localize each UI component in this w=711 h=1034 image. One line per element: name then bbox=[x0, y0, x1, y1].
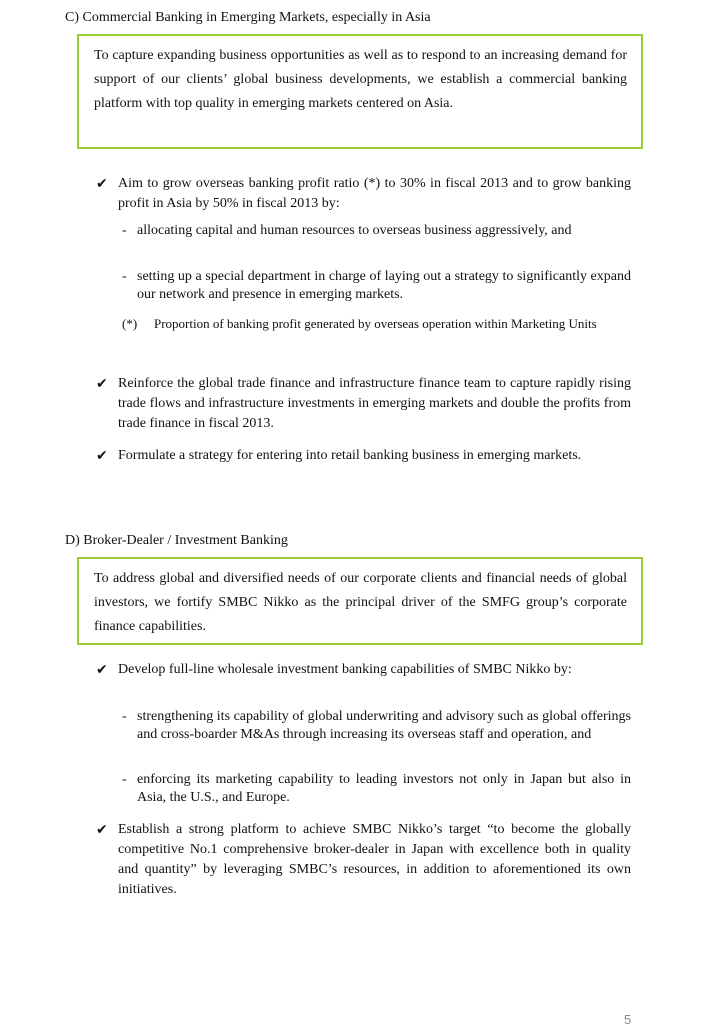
section-c-item-1 bbox=[96, 174, 631, 216]
section-d-item-1-sub-1-text: strengthening its capability of global underwriting and advisory such as global offerings and cross-boarder M&As through increasing its overseas staff and operation, and bbox=[137, 709, 631, 742]
section-d-item-1 bbox=[96, 660, 631, 702]
section-c-item-1-text: Aim to grow overseas banking profit ratio (*) to 30% in fiscal 2013 and to grow banking profit in Asia by 50% in fiscal 2013 by: bbox=[118, 176, 631, 211]
dash-marker: - bbox=[122, 709, 127, 724]
dash-marker: - bbox=[122, 223, 127, 238]
section-d-heading: D) Broker-Dealer / Investment Banking bbox=[65, 533, 288, 548]
section-c-heading: C) Commercial Banking in Emerging Markets, especially in Asia bbox=[65, 10, 431, 25]
section-c-item-1-sub-1-text: allocating capital and human resources to overseas business aggressively, and bbox=[137, 223, 572, 238]
checkmark-icon: ✔ bbox=[96, 822, 108, 838]
dash-marker: - bbox=[122, 772, 127, 787]
section-c-item-2-text: Reinforce the global trade finance and infrastructure finance team to capture rapidly rising trade flows and infrastructure investments in emerging markets and double the profits from trade finance in fiscal 2013. bbox=[118, 376, 631, 431]
checkmark-icon: ✔ bbox=[96, 662, 108, 678]
checkmark-icon: ✔ bbox=[96, 448, 108, 464]
section-c-item-3 bbox=[96, 446, 631, 488]
section-c-item-1-sub-1 bbox=[122, 222, 631, 260]
section-c-item-2 bbox=[96, 374, 631, 436]
section-c-summary-text: To capture expanding business opportunities as well as to respond to an increasing demand for support of our clients’ global business developments, we establish a commercial banking platform with top quality in emerging markets centered on Asia. bbox=[94, 48, 627, 111]
section-d-item-1-text: Develop full-line wholesale investment banking capabilities of SMBC Nikko by: bbox=[118, 662, 572, 677]
section-c-item-1-sub-2 bbox=[122, 268, 631, 306]
section-c-item-3-text: Formulate a strategy for entering into retail banking business in emerging markets. bbox=[118, 448, 582, 463]
page-number: 5 bbox=[624, 1012, 632, 1027]
checkmark-icon: ✔ bbox=[96, 376, 108, 392]
section-d-summary-text: To address global and diversified needs of our corporate clients and financial needs of global investors, we fortify SMBC Nikko as the principal driver of the SMFG group’s corporate finance capabilities. bbox=[94, 571, 627, 634]
section-d-summary-box bbox=[77, 557, 643, 645]
footnote-text: Proportion of banking profit generated by overseas operation within Marketing Units bbox=[154, 316, 597, 331]
checkmark-icon: ✔ bbox=[96, 176, 108, 192]
section-c-item-1-sub-2-text: setting up a special department in charge of laying out a strategy to significantly expand our network and presence in emerging markets. bbox=[137, 269, 631, 302]
section-d-item-1-sub-2 bbox=[122, 771, 631, 809]
section-c-item-1-footnote bbox=[122, 315, 631, 351]
dash-marker: - bbox=[122, 269, 127, 284]
section-c-summary-box bbox=[77, 34, 643, 149]
section-d-item-2 bbox=[96, 820, 631, 902]
section-d-item-1-sub-1 bbox=[122, 708, 631, 764]
footnote-marker: (*) bbox=[122, 316, 138, 331]
section-d-item-2-text: Establish a strong platform to achieve SMBC Nikko’s target “to become the globally competitive No.1 comprehensive broker-dealer in Japan with excellence both in quality and quantity” by leveraging SMBC’s resources, in addition to aforementioned its own initiatives. bbox=[118, 822, 631, 897]
section-d-item-1-sub-2-text: enforcing its marketing capability to leading investors not only in Japan but also in Asia, the U.S., and Europe. bbox=[137, 772, 631, 805]
